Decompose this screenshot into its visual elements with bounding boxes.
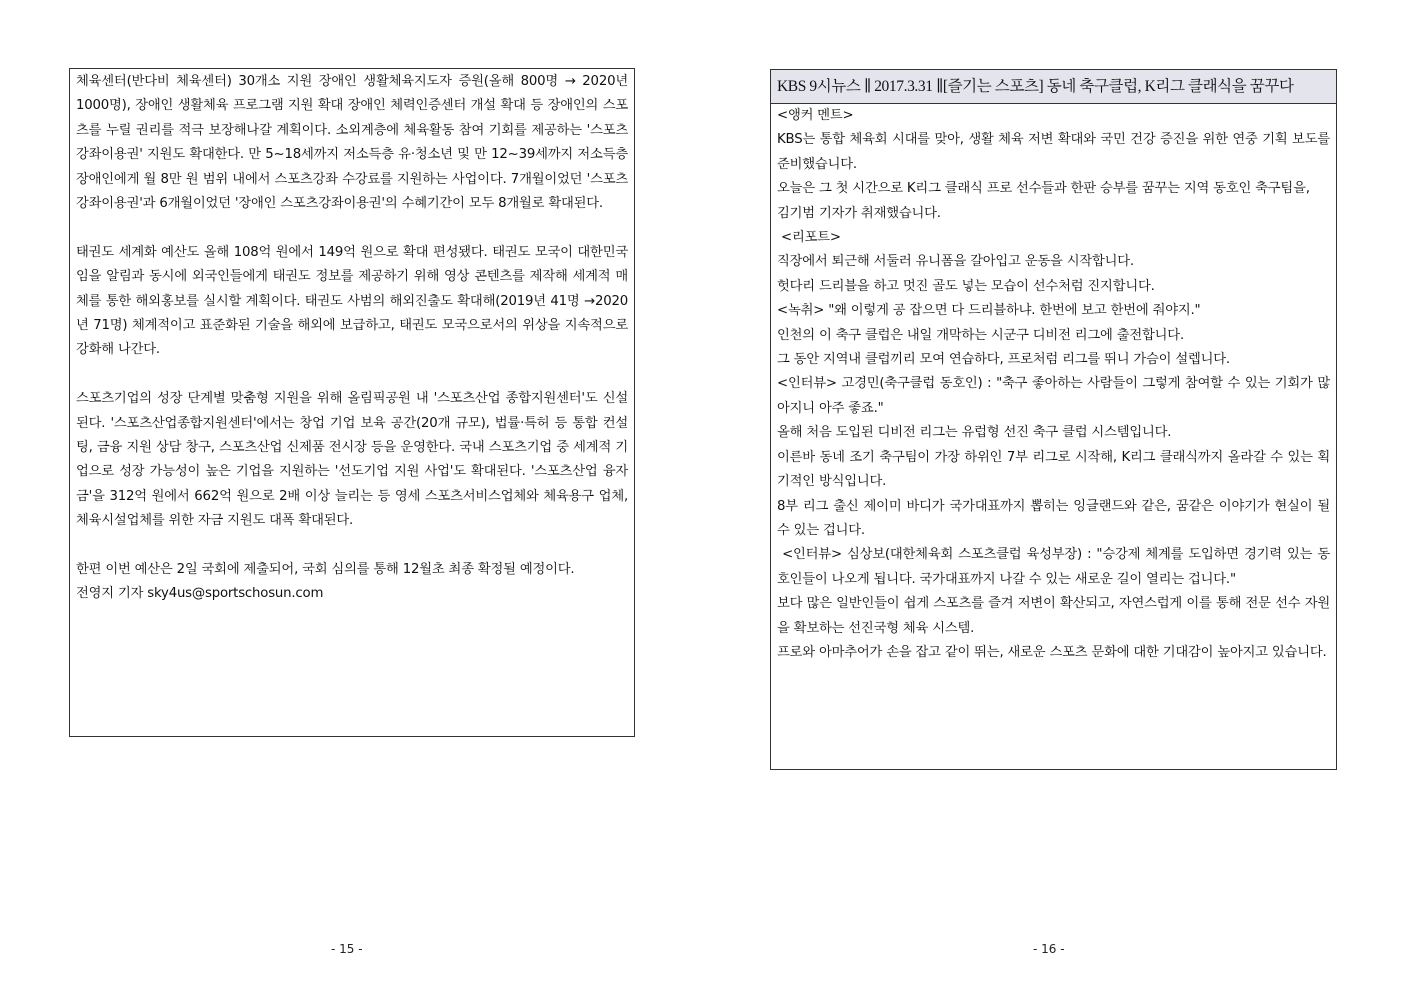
news-line: <인터뷰> 고경민(축구클럽 동호인) : "축구 좋아하는 사람들이 그렇게 참여할 수 있는 기회가 많아지니 아주 좋죠." — [777, 376, 1330, 416]
news-line: <녹취> "왜 이렇게 공 잡으면 다 드리블하냐. 한번에 보고 한번에 줘야지." — [777, 303, 1201, 319]
news-line: 보다 많은 일반인들이 쉽게 스포츠를 즐겨 저변이 확산되고, 자연스럽게 이를 통해 전문 선수 자원을 확보하는 선진국형 체육 시스템. — [777, 596, 1330, 636]
byline: 전영지 기자 sky4us@sportschosun.com — [76, 586, 324, 602]
news-line: 김기범 기자가 취재했습니다. — [777, 205, 941, 221]
page-number-left: - 15 - — [331, 942, 363, 956]
news-line: 프로와 아마추어가 손을 잡고 같이 뛰는, 새로운 스포츠 문화에 대한 기대감이 높아지고 있습니다. — [777, 644, 1327, 660]
news-line: 그 동안 지역내 클럽끼리 모여 연습하다, 프로처럼 리그를 뛰니 가슴이 설렙니다. — [777, 352, 1230, 368]
article-paragraph-4: 한편 이번 예산은 2일 국회에 제출되어, 국회 심의를 통해 12월초 최종 확정될 예정이다. — [76, 562, 575, 578]
news-line: <리포트> — [777, 230, 841, 246]
news-line: KBS는 통합 체육회 시대를 맞아, 생활 체육 저변 확대와 국민 건강 증진을 위한 연중 기획 보도를 준비했습니다. — [777, 132, 1330, 172]
news-line: 이른바 동네 조기 축구팀이 가장 하위인 7부 리그로 시작해, K리그 클래식까지 올라갈 수 있는 획기적인 방식입니다. — [777, 449, 1330, 490]
news-line: 8부 리그 출신 제이미 바디가 국가대표까지 뽑히는 잉글랜드와 같은, 꿈같은 이야기가 현실이 될 수 있는 겁니다. — [777, 498, 1330, 538]
news-body — [771, 104, 1336, 665]
news-line: 올해 처음 도입된 디비전 리그는 유럽형 선진 축구 클럽 시스템입니다. — [777, 425, 1172, 441]
news-line: 직장에서 퇴근해 서둘러 유니폼을 갈아입고 운동을 시작합니다. — [777, 254, 1134, 270]
article-paragraph-3: 스포츠기업의 성장 단계별 맞춤형 지원을 위해 올림픽공원 내 '스포츠산업 종합지원센터'도 신설된다. '스포츠산업종합지원센터'에서는 창업 기업 보육 공간(20개 규모), 법률·특허 등 통합 컨설팅, 금융 지원 상담 창구, 스포츠산업 신제품 전시장 등을 운영한다. 국내 스포츠기업 중 세계적 기업으로 성장 가능성이 높은 기업을 지원하는 '선도기업 지원 사업'도 확대된다. '스포츠산업 융자금'을 312억 원에서 662억 원으로 2배 이상 늘리는 등 영세 스포츠서비스업체와 체육용구 업체, 체육시설업체를 위한 자금 지원도 대폭 확대된다. — [76, 391, 628, 529]
right-article-box — [770, 69, 1337, 770]
page-number-right: - 16 - — [1033, 942, 1065, 956]
left-article-box — [69, 68, 635, 737]
article-paragraph-1: 체육센터(반다비 체육센터) 30개소 지원 장애인 생활체육지도자 증원(올해 800명 → 2020년 1000명), 장애인 생활체육 프로그램 지원 확대 장애인 체력인증센터 개설 확대 등 장애인의 스포츠를 누릴 권리를 적극 보장해나갈 계획이다. 소외계층에 체육활동 참여 기회를 제공하는 '스포츠강좌이용권' 지원도 확대한다. 만 5~18세까지 저소득층 유·청소년 및 만 12~39세까지 저소득층 장애인에게 월 8만 원 범위 내에서 스포츠강좌 수강료를 지원하는 사업이다. 7개월이었던 '스포츠강좌이용권'과 6개월이었던 '장애인 스포츠강좌이용권'의 수혜기간이 모두 8개월로 확대된다. — [76, 74, 628, 212]
news-line: 인천의 이 축구 클럽은 내일 개막하는 시군구 디비전 리그에 출전합니다. — [777, 327, 1184, 343]
article-paragraph-2: 태권도 세계화 예산도 올해 108억 원에서 149억 원으로 확대 편성됐다. 태권도 모국이 대한민국임을 알림과 동시에 외국인들에게 태권도 정보를 제공하기 위해 영상 콘텐츠를 제작해 세계적 매체를 통한 해외홍보를 실시할 계획이다. 태권도 사범의 해외진출도 확대해(2019년 41명 →2020년 71명) 체계적이고 표준화된 기술을 해외에 보급하고, 태권도 모국으로서의 위상을 지속적으로 강화해 나간다. — [76, 244, 628, 358]
news-header: KBS 9시뉴스 ∥ 2017.3.31 ∥[즐기는 스포츠] 동네 축구클럽, K리그 클래식을 꿈꾸다 — [771, 70, 1336, 104]
news-line: <앵커 멘트> — [777, 108, 854, 123]
news-line: <인터뷰> 심상보(대한체육회 스포츠클럽 육성부장) : "승강제 체계를 도입하면 경기력 있는 동호인들이 나오게 됩니다. 국가대표까지 나갈 수 있는 새로운 길이 열리는 겁니다." — [777, 547, 1330, 587]
news-line: 헛다리 드리블을 하고 멋진 골도 넣는 모습이 선수처럼 진지합니다. — [777, 278, 1155, 294]
news-line: 오늘은 그 첫 시간으로 K리그 클래식 프로 선수들과 한판 승부를 꿈꾸는 지역 동호인 축구팀을, — [777, 181, 1310, 197]
